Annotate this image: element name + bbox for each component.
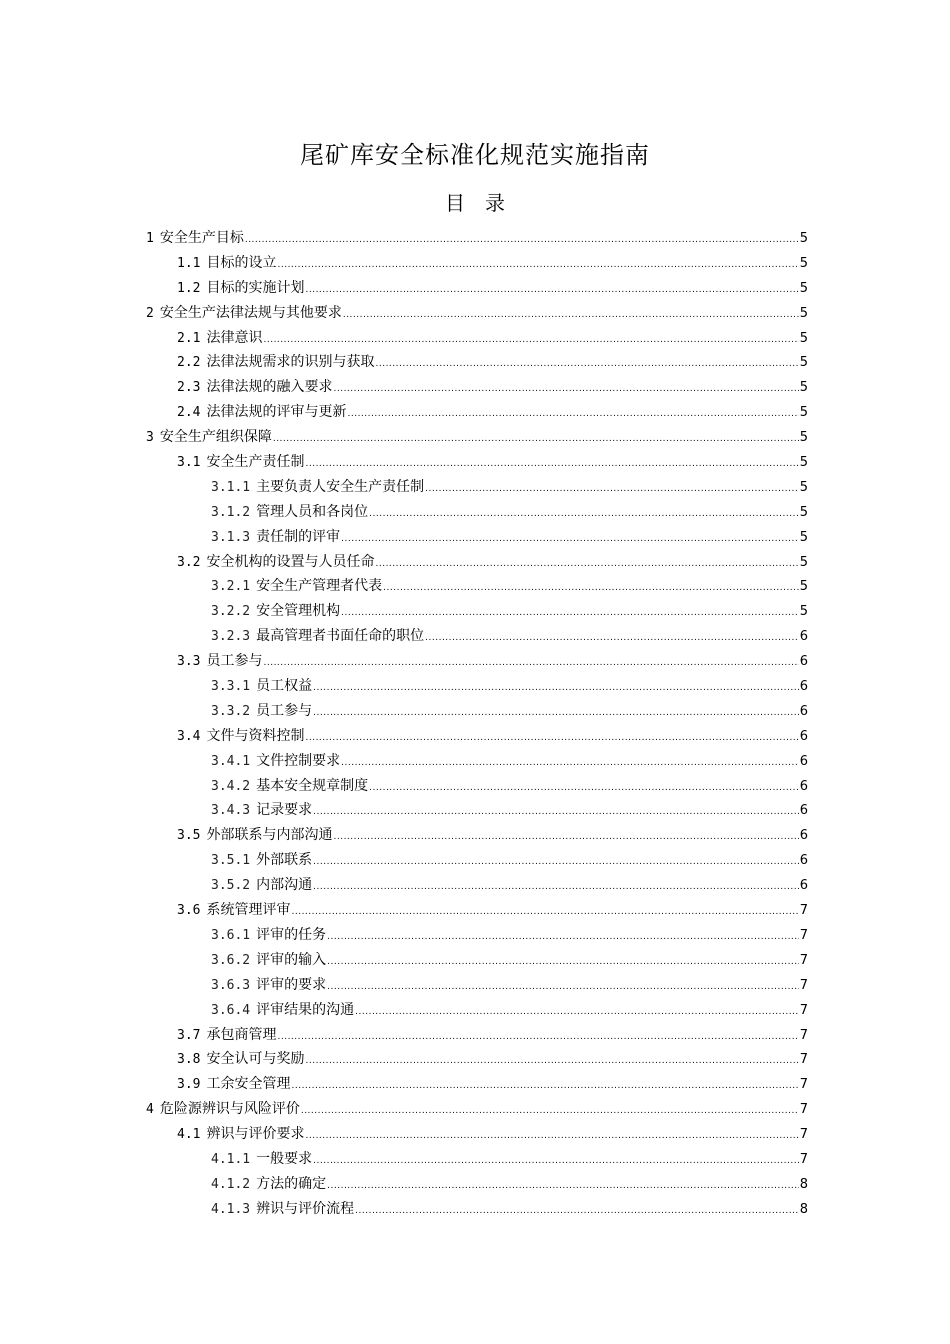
toc-entry-page: 5 <box>799 355 808 371</box>
toc-entry-title: 安全生产责任制 <box>206 454 305 471</box>
toc-entry-number: 3.3.2 <box>211 703 251 719</box>
toc-entry-page: 7 <box>799 1151 808 1167</box>
toc-entry-title: 安全生产目标 <box>159 230 244 246</box>
toc-entry-title: 法律法规的融入要求 <box>206 379 333 396</box>
toc-entry-number: 4.1.2 <box>211 1176 251 1192</box>
toc-entry-title: 文件控制要求 <box>256 752 341 769</box>
toc-entry-page: 7 <box>799 977 808 993</box>
toc-dot-leader <box>273 427 799 452</box>
toc-dot-leader <box>313 701 799 726</box>
toc-dot-leader <box>341 601 799 626</box>
document-title: 尾矿库安全标准化规范实施指南 <box>300 141 650 169</box>
toc-entry-title: 主要负责人安全生产责任制 <box>256 478 425 495</box>
toc-entry-page: 5 <box>799 255 808 271</box>
toc-entry[interactable] <box>146 574 808 599</box>
toc-entry-page: 5 <box>799 330 808 346</box>
toc-entry-number: 3.2.3 <box>211 629 251 645</box>
toc-entry-title: 目标的实施计划 <box>206 279 305 296</box>
toc-entry-page: 8 <box>799 1201 808 1217</box>
toc-entry-page: 5 <box>799 280 808 296</box>
toc-dot-leader <box>263 328 798 353</box>
toc-entry-number: 3.7 <box>177 1027 201 1043</box>
toc-entry-number: 3.6.3 <box>211 977 251 993</box>
toc-dot-leader <box>425 477 799 502</box>
toc-dot-leader <box>277 253 798 278</box>
toc-entry-title: 辨识与评价流程 <box>256 1200 355 1217</box>
toc-dot-leader <box>301 1099 799 1124</box>
toc-entry-page: 6 <box>799 828 808 844</box>
toc-dot-leader <box>291 900 798 925</box>
toc-dot-leader <box>245 228 799 253</box>
toc-entry-number: 3.2.1 <box>211 579 251 595</box>
toc-dot-leader <box>341 751 799 776</box>
toc-entry-number: 3.6 <box>177 903 201 919</box>
toc-dot-leader <box>305 452 798 477</box>
toc-entry-page: 5 <box>799 380 808 396</box>
toc-entry-title: 安全机构的设置与人员任命 <box>206 553 375 570</box>
toc-entry[interactable] <box>146 823 808 848</box>
toc-entry-number: 1.2 <box>177 280 201 296</box>
toc-dot-leader <box>305 726 798 751</box>
toc-entry[interactable] <box>146 724 808 749</box>
toc-entry-title: 基本安全规章制度 <box>256 777 369 794</box>
toc-entry-title: 外部联系 <box>256 852 313 869</box>
toc-entry-title: 安全生产法律法规与其他要求 <box>159 304 342 321</box>
toc-entry-number: 3 <box>146 430 154 446</box>
toc-entry[interactable] <box>146 923 808 948</box>
toc-entry-number: 3.2 <box>177 554 201 570</box>
toc-entry-number: 3.5 <box>177 828 201 844</box>
toc-entry[interactable] <box>146 873 808 898</box>
toc-entry[interactable] <box>146 1197 808 1222</box>
toc-dot-leader <box>327 1174 799 1199</box>
toc-entry-title: 工余安全管理 <box>206 1076 291 1093</box>
toc-entry-page: 7 <box>799 903 808 919</box>
toc-entry[interactable] <box>146 425 808 450</box>
toc-entry-page: 6 <box>799 629 808 645</box>
toc-dot-leader <box>305 1124 798 1149</box>
toc-entry-page: 6 <box>799 654 808 670</box>
toc-dot-leader <box>375 552 798 577</box>
toc-entry-title: 内部沟通 <box>256 877 313 894</box>
toc-entry-number: 3.5.2 <box>211 878 251 894</box>
toc-entry-number: 3.1.1 <box>211 479 251 495</box>
toc-entry-number: 1 <box>146 231 154 246</box>
toc-entry[interactable] <box>146 1023 808 1048</box>
toc-entry-page: 6 <box>799 703 808 719</box>
toc-entry[interactable] <box>146 550 808 575</box>
toc-entry-number: 2 <box>146 305 154 321</box>
toc-entry-number: 3.1.3 <box>211 529 251 545</box>
toc-entry-page: 6 <box>799 853 808 869</box>
toc-entry-number: 3.4.3 <box>211 803 251 819</box>
toc-entry-title: 安全生产管理者代表 <box>256 578 383 595</box>
toc-entry-number: 3.9 <box>177 1077 201 1093</box>
toc-entry-number: 3.4.1 <box>211 753 251 769</box>
toc-entry-title: 危险源辨识与风险评价 <box>159 1101 300 1118</box>
toc-entry[interactable] <box>146 1097 808 1122</box>
toc-entry-title: 责任制的评审 <box>256 528 341 545</box>
toc-entry-page: 6 <box>799 778 808 794</box>
toc-entry[interactable] <box>146 599 808 624</box>
toc-entry[interactable] <box>146 1172 808 1197</box>
table-of-contents <box>146 226 808 1222</box>
toc-entry[interactable] <box>146 624 808 649</box>
toc-entry-title: 系统管理评审 <box>206 902 291 919</box>
toc-entry[interactable] <box>146 1122 808 1147</box>
toc-entry[interactable] <box>146 301 808 326</box>
toc-entry-title: 评审的输入 <box>256 951 327 968</box>
toc-dot-leader <box>369 776 799 801</box>
toc-entry[interactable] <box>146 400 808 425</box>
toc-entry-title: 安全管理机构 <box>256 603 341 620</box>
toc-dot-leader <box>425 626 799 651</box>
toc-entry-title: 员工参与 <box>206 653 263 670</box>
toc-entry[interactable] <box>146 276 808 301</box>
toc-entry-page: 7 <box>799 952 808 968</box>
toc-entry-number: 3.2.2 <box>211 604 251 620</box>
toc-entry[interactable] <box>146 525 808 550</box>
toc-dot-leader <box>313 676 799 701</box>
toc-entry[interactable] <box>146 774 808 799</box>
toc-entry-title: 安全生产组织保障 <box>159 429 272 446</box>
toc-entry-title: 评审的要求 <box>256 976 327 993</box>
toc-entry-page: 5 <box>799 405 808 421</box>
toc-entry-page: 8 <box>799 1176 808 1192</box>
toc-entry-page: 6 <box>799 728 808 744</box>
toc-dot-leader <box>355 1000 799 1025</box>
toc-dot-leader <box>341 527 799 552</box>
toc-entry-page: 7 <box>799 1102 808 1118</box>
toc-dot-leader <box>327 975 799 1000</box>
toc-entry-page: 6 <box>799 803 808 819</box>
toc-entry[interactable] <box>146 450 808 475</box>
toc-entry-title: 管理人员和各岗位 <box>256 503 369 520</box>
toc-dot-leader <box>383 576 799 601</box>
toc-dot-leader <box>313 800 799 825</box>
toc-dot-leader <box>347 402 798 427</box>
toc-entry-number: 2.4 <box>177 405 201 421</box>
toc-entry-number: 3.6.4 <box>211 1002 251 1018</box>
toc-entry-number: 2.2 <box>177 355 201 371</box>
toc-entry[interactable] <box>146 699 808 724</box>
toc-entry-page: 7 <box>799 1027 808 1043</box>
toc-entry-page: 7 <box>799 1077 808 1093</box>
toc-entry-page: 7 <box>799 1052 808 1068</box>
toc-entry[interactable] <box>146 1147 808 1172</box>
toc-dot-leader <box>369 502 799 527</box>
toc-dot-leader <box>277 1025 798 1050</box>
toc-entry-number: 3.6.2 <box>211 952 251 968</box>
toc-entry[interactable] <box>146 1072 808 1097</box>
toc-entry-page: 5 <box>799 430 808 446</box>
toc-entry-title: 一般要求 <box>256 1150 313 1167</box>
toc-entry-number: 3.4 <box>177 728 201 744</box>
toc-entry[interactable] <box>146 798 808 823</box>
toc-entry-title: 辨识与评价要求 <box>206 1126 305 1143</box>
toc-entry[interactable] <box>146 649 808 674</box>
toc-dot-leader <box>327 925 799 950</box>
toc-entry-number: 3.6.1 <box>211 927 251 943</box>
toc-entry-number: 2.1 <box>177 330 201 346</box>
toc-entry-page: 7 <box>799 1002 808 1018</box>
toc-entry[interactable] <box>146 500 808 525</box>
toc-entry-number: 4.1.1 <box>211 1151 251 1167</box>
toc-entry-page: 5 <box>799 604 808 620</box>
toc-entry-page: 5 <box>799 579 808 595</box>
toc-entry[interactable] <box>146 475 808 500</box>
toc-entry-number: 3.8 <box>177 1052 201 1068</box>
toc-entry-number: 2.3 <box>177 380 201 396</box>
toc-dot-leader <box>343 303 799 328</box>
toc-entry-title: 外部联系与内部沟通 <box>206 827 333 844</box>
toc-dot-leader <box>291 1074 798 1099</box>
toc-entry[interactable] <box>146 375 808 400</box>
toc-entry[interactable] <box>146 251 808 276</box>
toc-entry[interactable] <box>146 226 808 251</box>
toc-entry-number: 3.4.2 <box>211 778 251 794</box>
toc-entry[interactable] <box>146 350 808 375</box>
toc-entry-page: 5 <box>799 455 808 471</box>
toc-entry[interactable] <box>146 749 808 774</box>
toc-entry-page: 6 <box>799 753 808 769</box>
toc-entry-title: 记录要求 <box>256 802 313 819</box>
toc-entry-page: 5 <box>799 305 808 321</box>
toc-entry-page: 7 <box>799 927 808 943</box>
toc-entry[interactable] <box>146 948 808 973</box>
toc-entry-number: 3.5.1 <box>211 853 251 869</box>
toc-dot-leader <box>313 875 799 900</box>
toc-entry[interactable] <box>146 848 808 873</box>
toc-entry-title: 安全认可与奖励 <box>206 1051 305 1068</box>
toc-dot-leader <box>375 352 798 377</box>
toc-dot-leader <box>313 850 799 875</box>
toc-entry-number: 1.1 <box>177 255 201 271</box>
toc-entry-title: 评审的任务 <box>256 926 327 943</box>
toc-entry-page: 6 <box>799 679 808 695</box>
toc-entry-page: 6 <box>799 878 808 894</box>
toc-entry-title: 法律法规需求的识别与获取 <box>206 354 375 371</box>
toc-entry-title: 目标的设立 <box>206 254 277 271</box>
toc-entry-title: 方法的确定 <box>256 1175 327 1192</box>
toc-entry-number: 4 <box>146 1102 154 1118</box>
toc-entry-page: 5 <box>799 554 808 570</box>
toc-entry-title: 文件与资料控制 <box>206 727 305 744</box>
toc-entry-number: 4.1 <box>177 1127 201 1143</box>
toc-entry-number: 3.3 <box>177 654 201 670</box>
toc-entry-title: 最高管理者书面任命的职位 <box>256 628 425 645</box>
toc-dot-leader <box>333 825 798 850</box>
toc-dot-leader <box>263 651 798 676</box>
toc-entry[interactable] <box>146 1047 808 1072</box>
toc-dot-leader <box>305 1049 798 1074</box>
toc-entry-title: 员工参与 <box>256 702 313 719</box>
toc-entry[interactable] <box>146 998 808 1023</box>
toc-dot-leader <box>313 1149 799 1174</box>
toc-entry[interactable] <box>146 326 808 351</box>
toc-entry-page: 5 <box>799 479 808 495</box>
toc-dot-leader <box>327 950 799 975</box>
toc-entry-title: 法律意识 <box>206 329 263 346</box>
toc-entry-title: 员工权益 <box>256 678 313 695</box>
toc-entry-title: 法律法规的评审与更新 <box>206 404 347 421</box>
toc-entry-number: 3.1.2 <box>211 504 251 520</box>
toc-entry-page: 7 <box>799 1127 808 1143</box>
toc-entry[interactable] <box>146 973 808 998</box>
toc-entry-title: 承包商管理 <box>206 1026 277 1043</box>
toc-entry-page: 5 <box>799 529 808 545</box>
toc-entry-title: 评审结果的沟通 <box>256 1001 355 1018</box>
toc-entry-number: 3.1 <box>177 455 201 471</box>
toc-entry[interactable] <box>146 898 808 923</box>
toc-entry-page: 5 <box>799 231 808 246</box>
toc-heading: 目 录 <box>445 191 505 215</box>
toc-entry-number: 3.3.1 <box>211 679 251 695</box>
toc-entry-page: 5 <box>799 504 808 520</box>
toc-dot-leader <box>305 278 798 303</box>
toc-dot-leader <box>355 1199 799 1224</box>
toc-dot-leader <box>333 377 798 402</box>
toc-entry-number: 4.1.3 <box>211 1201 251 1217</box>
toc-entry[interactable] <box>146 674 808 699</box>
